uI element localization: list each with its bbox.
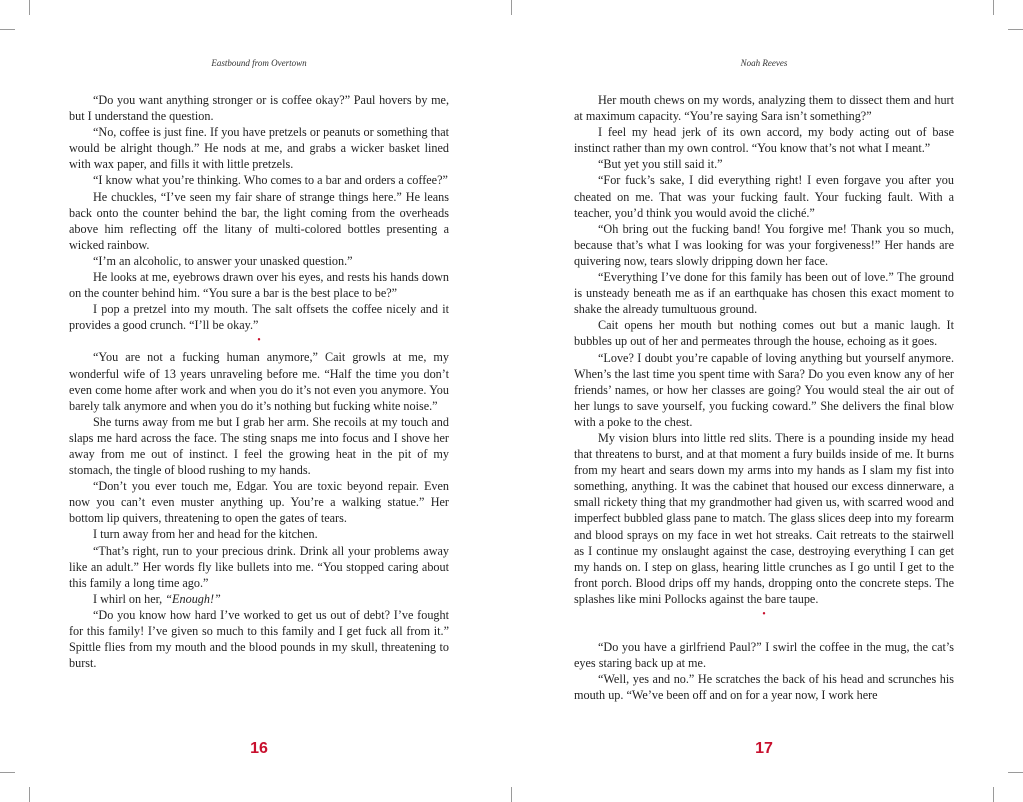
- paragraph: “Love? I doubt you’re capable of loving anything but yourself anymore. When’s the last time you spent time with Sara? Do you even know any of her friends’ names, or how her classes are going? You would steal the air out of her lungs to save yourself, you fucking coward.” She delivers the final blow with a poke to the chest.: [574, 350, 954, 429]
- crop-mark: [511, 787, 512, 802]
- italic-dialogue: “Enough!”: [165, 591, 221, 606]
- paragraph: She turns away from me but I grab her arm. She recoils at my touch and slaps me hard across the face. The sting snaps me into focus and I shove her away from me out of instinct. I feel the growing heat in the pit of my stomach, the tingle of blood rushing to my hands.: [69, 414, 449, 478]
- paragraph: “But yet you still said it.”: [598, 157, 723, 172]
- left-body-text: [69, 92, 449, 671]
- paragraph: “Everything I’ve done for this family has been out of love.” The ground is unsteady beneath me as if an earthquake has chosen this exact moment to shake the already tumultuous ground.: [574, 270, 954, 317]
- page-number: 16: [250, 740, 268, 757]
- paragraph: “Don’t you ever touch me, Edgar. You are toxic beyond repair. Even now you can’t even muster anything up. You’re a walking statue.” Her bottom lip quivers, threatening to open the gates of tears.: [69, 479, 449, 526]
- crop-mark: [29, 0, 30, 15]
- crop-mark: [0, 772, 15, 773]
- paragraph: “You are not a fucking human anymore,” Cait growls at me, my wonderful wife of 13 years unraveling before me. “Half the time you don’t even come home after work and when you do it’s not even you anymore. You barely talk anymore and when you do it’s nothing but fucking white noise.”: [69, 350, 449, 413]
- paragraph: [69, 591, 449, 607]
- crop-mark: [1008, 772, 1023, 773]
- paragraph: “I know what you’re thinking. Who comes to a bar and orders a coffee?”: [93, 173, 448, 188]
- right-page: [574, 0, 954, 802]
- paragraph: “Do you want anything stronger or is coffee okay?” Paul hovers by me, but I understand the question.: [69, 93, 449, 124]
- left-page: [69, 0, 449, 802]
- paragraph: “That’s right, run to your precious drink. Drink all your problems away like an adult.” Her words fly like bullets into me. “You stopped caring about this family a long time ago.”: [69, 543, 449, 590]
- paragraph: “Well, yes and no.” He scratches the back of his head and scrunches his mouth up. “We’ve been off and on for a year now, I work here: [574, 672, 954, 703]
- crop-mark: [993, 787, 994, 802]
- crop-mark: [993, 0, 994, 15]
- page-number: 17: [755, 740, 773, 757]
- paragraph: “For fuck’s sake, I did everything right! I even forgave you after you cheated on me. That was your fucking fault. Your fucking fault. With a teacher, you’d think you would avoid the cliché.”: [574, 173, 954, 220]
- paragraph: “I’m an alcoholic, to answer your unasked question.”: [93, 253, 353, 268]
- paragraph: “Do you know how hard I’ve worked to get us out of debt? I’ve fought for this family! I’ve given so much to this family and I get fuck all from it.” Spittle flies from my mouth and the blood pounds in my skull, threatening to burst.: [69, 607, 449, 671]
- paragraph: I feel my head jerk of its own accord, my body acting out of base instinct rather than my own control. “You know that’s not what I meant.”: [574, 125, 954, 156]
- paragraph: I turn away from her and head for the kitchen.: [93, 527, 318, 542]
- paragraph: Cait opens her mouth but nothing comes out but a manic laugh. It bubbles up out of her and permeates through the house, echoing as it goes.: [574, 318, 954, 349]
- running-head-title: Eastbound from Overtown: [211, 58, 307, 68]
- paragraph: “No, coffee is just fine. If you have pretzels or peanuts or something that would be alright though.” He nods at me, and grabs a wicker basket lined with wax paper, and fills it with little pretzels.: [69, 125, 449, 172]
- running-head-author: Noah Reeves: [740, 58, 788, 68]
- section-break-ornament: •: [762, 609, 766, 620]
- section-break-ornament: •: [257, 335, 261, 347]
- paragraph-text: I whirl on her,: [93, 591, 166, 606]
- paragraph: Her mouth chews on my words, analyzing them to dissect them and hurt at maximum capacity. “You’re saying Sara isn’t something?”: [574, 93, 954, 124]
- crop-mark: [29, 787, 30, 802]
- paragraph: I pop a pretzel into my mouth. The salt offsets the coffee nicely and it provides a good crunch. “I’ll be okay.”: [69, 302, 449, 333]
- paragraph: “Do you have a girlfriend Paul?” I swirl the coffee in the mug, the cat’s eyes staring back up at me.: [574, 640, 954, 671]
- paragraph: “Oh bring out the fucking band! You forgive me! Thank you so much, because that’s what I was looking for was your forgiveness!” Her hands are quivering now, tears slowly dripping down her face.: [574, 221, 954, 268]
- crop-mark: [511, 0, 512, 15]
- paragraph: He chuckles, “I’ve seen my fair share of strange things here.” He leans back onto the counter behind the bar, the light coming from the overheads above him reflecting off the litany of multi-colored bottles presenting a wicked rainbow.: [69, 189, 449, 252]
- crop-mark: [1008, 29, 1023, 30]
- paragraph: He looks at me, eyebrows drawn over his eyes, and rests his hands down on the counter behind him. “You sure a bar is the best place to be?”: [69, 270, 449, 301]
- right-body-text: [574, 92, 954, 703]
- paragraph: My vision blurs into little red slits. There is a pounding inside my head that threatens to burst, and at that moment a fury builds inside of me. It burns from my heart and sears down my arms into my hands as I slam my fist into something, anything. It was the cabinet that housed our excess dinnerware, a small rickety thing that my grandmother had given us, with scarred wood and imperfect bubbled glass pane to match. The glass slices deep into my forearm and blood sprays on my face in wet hot streaks. Cait retreats to the stairwell as I continue my onslaught against the case, destroying everything I can get my hands on. I step on glass, hearing little crunches as I go until I get to the front porch. Blood drips off my hands, dropping onto the concrete steps. The splashes like mini Pollocks against the bare taupe.: [574, 430, 954, 606]
- crop-mark: [0, 29, 15, 30]
